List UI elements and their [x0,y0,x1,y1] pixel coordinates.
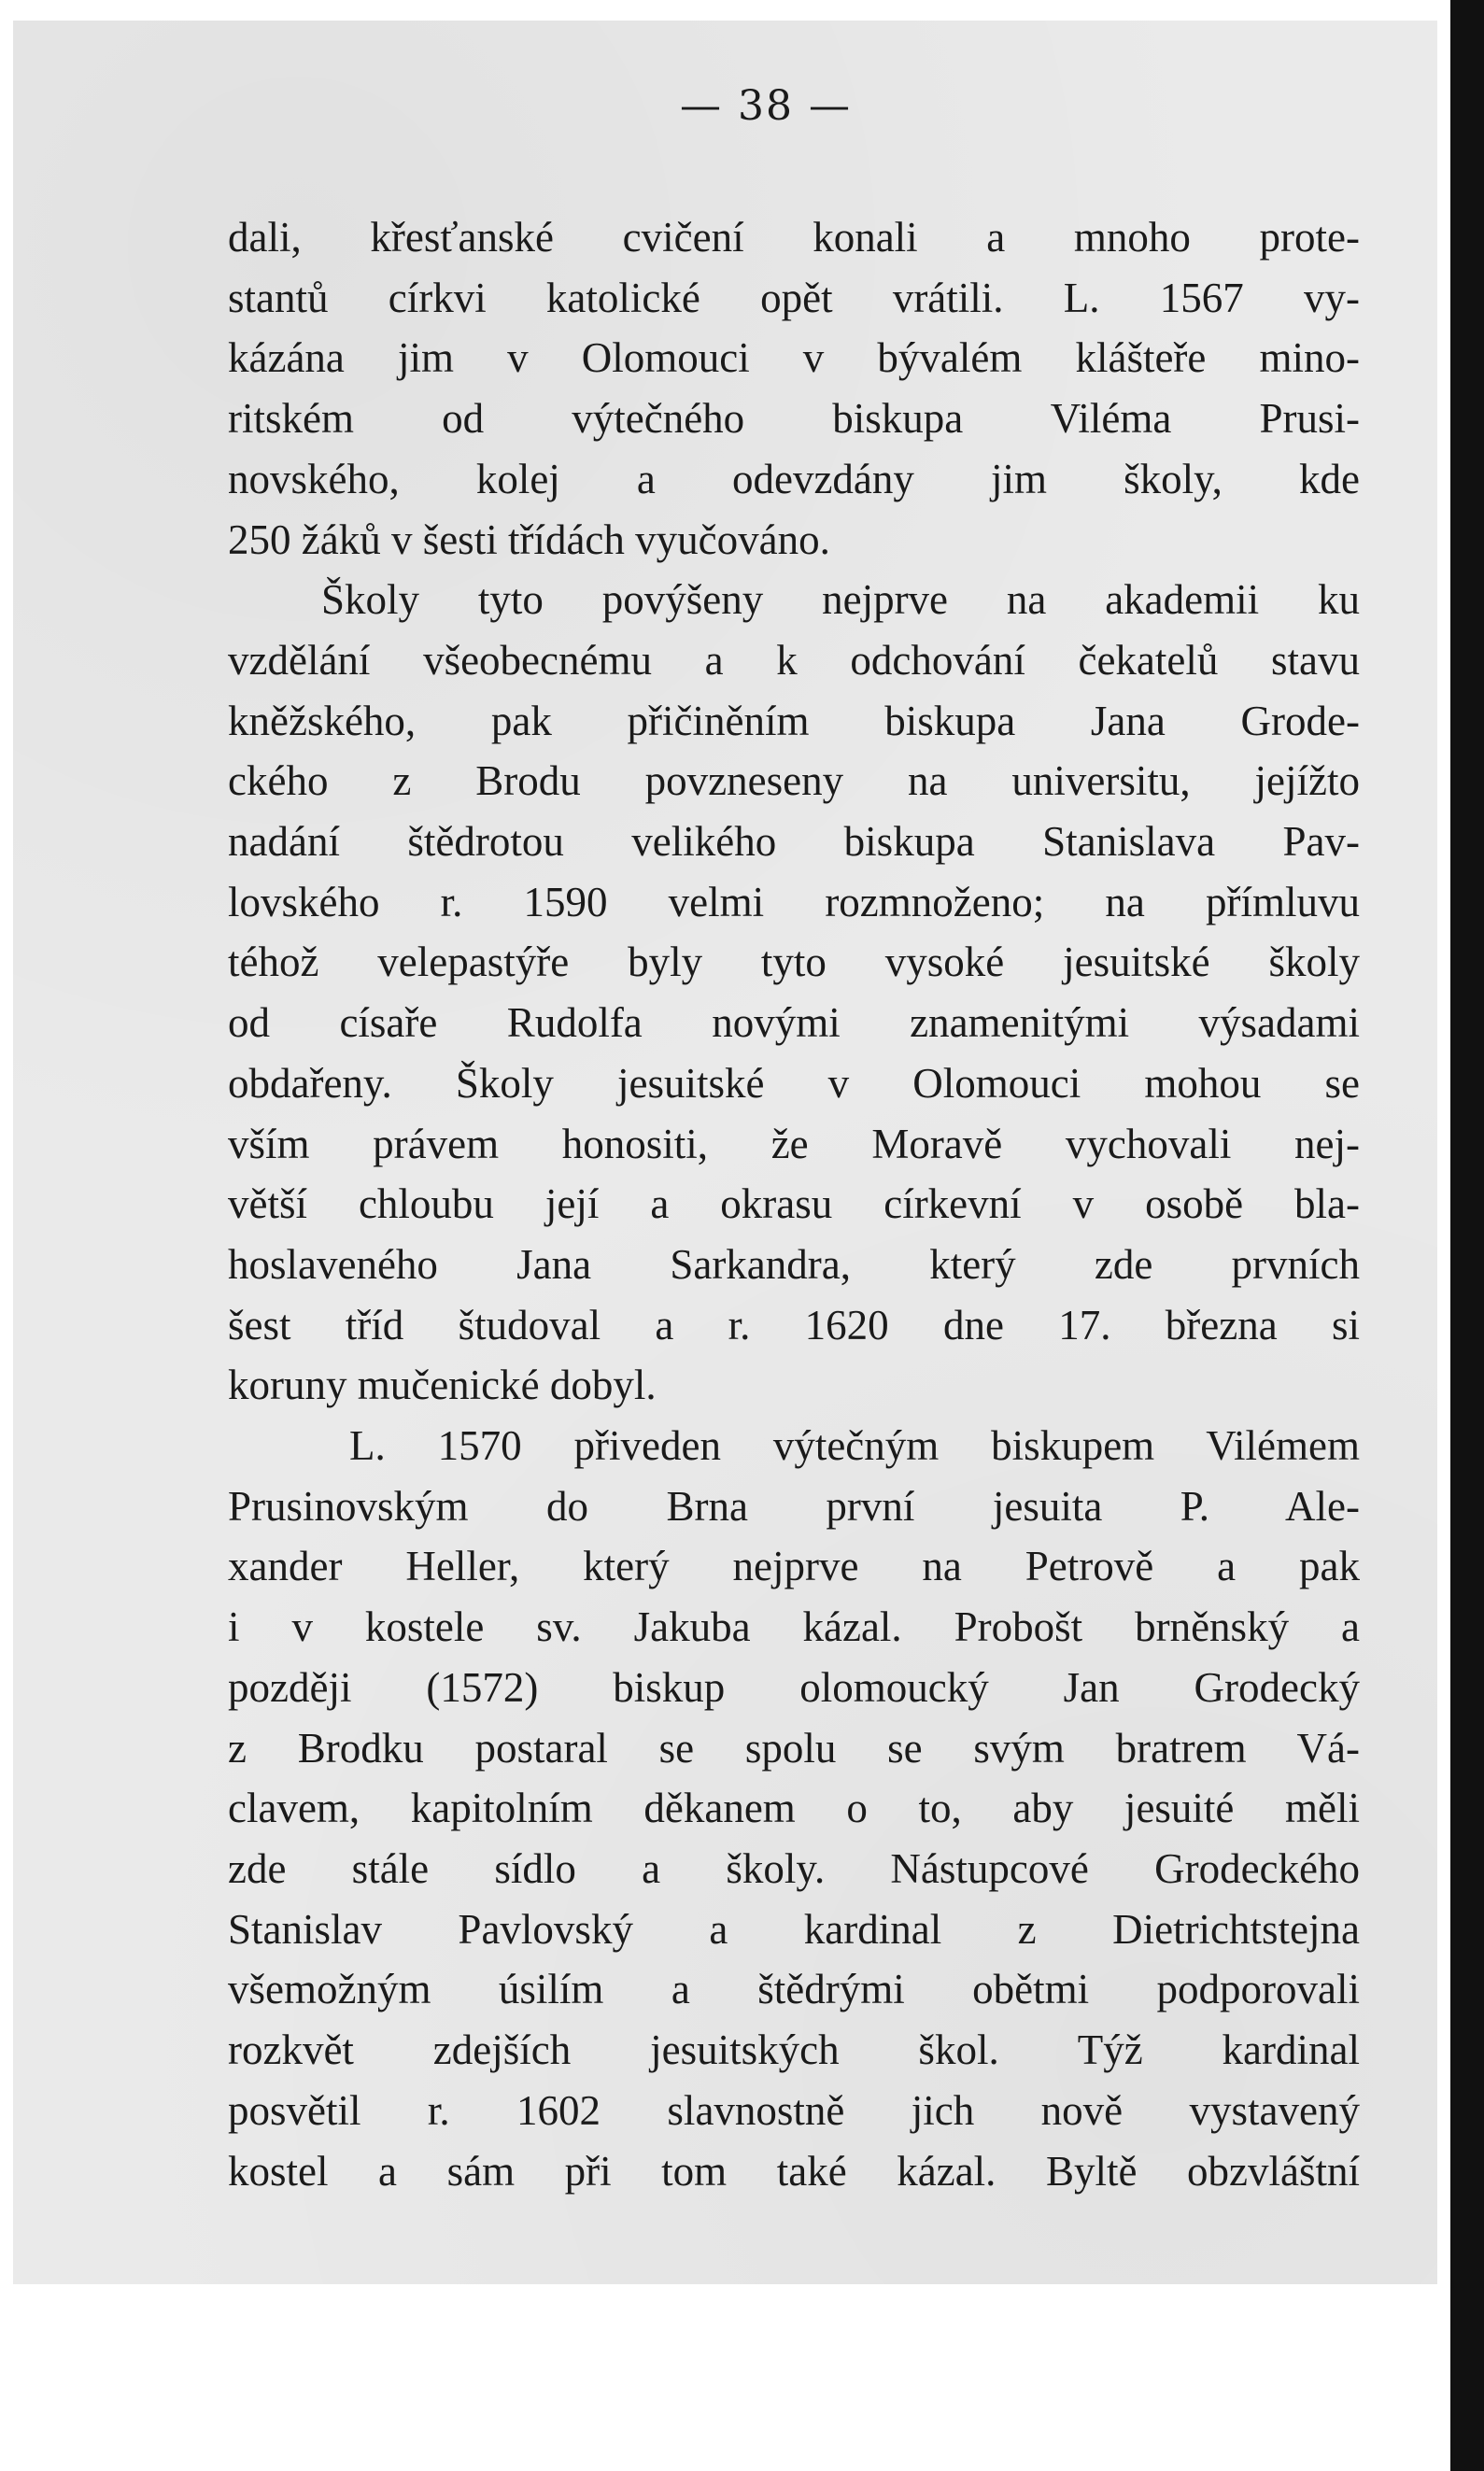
text-line: vzdělání všeobecnému a k odchování čekatelů stavu [228,636,1360,684]
paragraph-first-line: L. 1570 přiveden výtečným biskupem Vilémem [349,1422,1360,1470]
text-line: hoslaveného Jana Sarkandra, který zde prvních [228,1240,1360,1288]
scan-edge-border [1450,0,1484,2471]
text-line: Prusinovským do Brna první jesuita P. Ale- [228,1482,1360,1530]
text-line: kněžského, pak přičiněním biskupa Jana Grode- [228,697,1360,744]
text-line: xander Heller, který nejprve na Petrově a pak [228,1543,1360,1590]
text-line: obdařeny. Školy jesuitské v Olomouci mohou se [228,1059,1360,1107]
text-line: od císaře Rudolfa novými znamenitými výsadami [228,999,1360,1047]
text-line: téhož velepastýře byly tyto vysoké jesuitské školy [228,939,1360,986]
text-line: lovského r. 1590 velmi rozmnoženo; na přímluvu [228,878,1360,925]
text-line: clavem, kapitolním děkanem o to, aby jesuité měli [228,1785,1360,1832]
text-line: šest tříd študoval a r. 1620 dne 17. března si [228,1301,1360,1348]
text-line: nadání štědrotou velikého biskupa Stanislava Pav- [228,818,1360,866]
text-line: Stanislav Pavlovský a kardinal z Dietrichtstejna [228,1905,1360,1953]
text-line: kázána jim v Olomouci v bývalém klášteře mino- [228,334,1360,382]
text-line: i v kostele sv. Jakuba kázal. Probošt brněnský a [228,1603,1360,1651]
text-line: vším právem honositi, že Moravě vychovali nej- [228,1120,1360,1167]
body-text [228,207,1360,2201]
text-line: zde stále sídlo a školy. Nástupcové Grodeckého [228,1844,1360,1892]
page-number: — 38 — [680,82,852,130]
text-line: z Brodku postaral se spolu se svým bratrem Vá- [228,1724,1360,1772]
text-line: ritském od výtečného biskupa Viléma Prusi- [228,395,1360,443]
text-line: koruny mučenické dobyl. [228,1362,657,1409]
text-line: 250 žáků v šesti třídách vyučováno. [228,515,830,563]
paragraph-first-line: Školy tyto povýšeny nejprve na akademii ku [321,576,1360,624]
text-line: všemožným úsilím a štědrými obětmi podporovali [228,1966,1360,2013]
text-line: posvětil r. 1602 slavnostně jich nově vystavený [228,2086,1360,2134]
text-line: stantů církvi katolické opět vrátili. L. 1567 vy- [228,274,1360,321]
text-line: ckého z Brodu povzneseny na universitu, jejížto [228,757,1360,805]
text-line: kostel a sám při tom také kázal. Byltě obzvláštní [228,2147,1360,2195]
text-line: rozkvět zdejších jesuitských škol. Týž kardinal [228,2026,1360,2074]
text-line: větší chloubu její a okrasu církevní v osobě bla- [228,1180,1360,1228]
text-line: dali, křesťanské cvičení konali a mnoho prote- [228,214,1360,261]
text-line: novského, kolej a odevzdány jim školy, kde [228,455,1360,502]
text-line: později (1572) biskup olomoucký Jan Grodecký [228,1663,1360,1711]
